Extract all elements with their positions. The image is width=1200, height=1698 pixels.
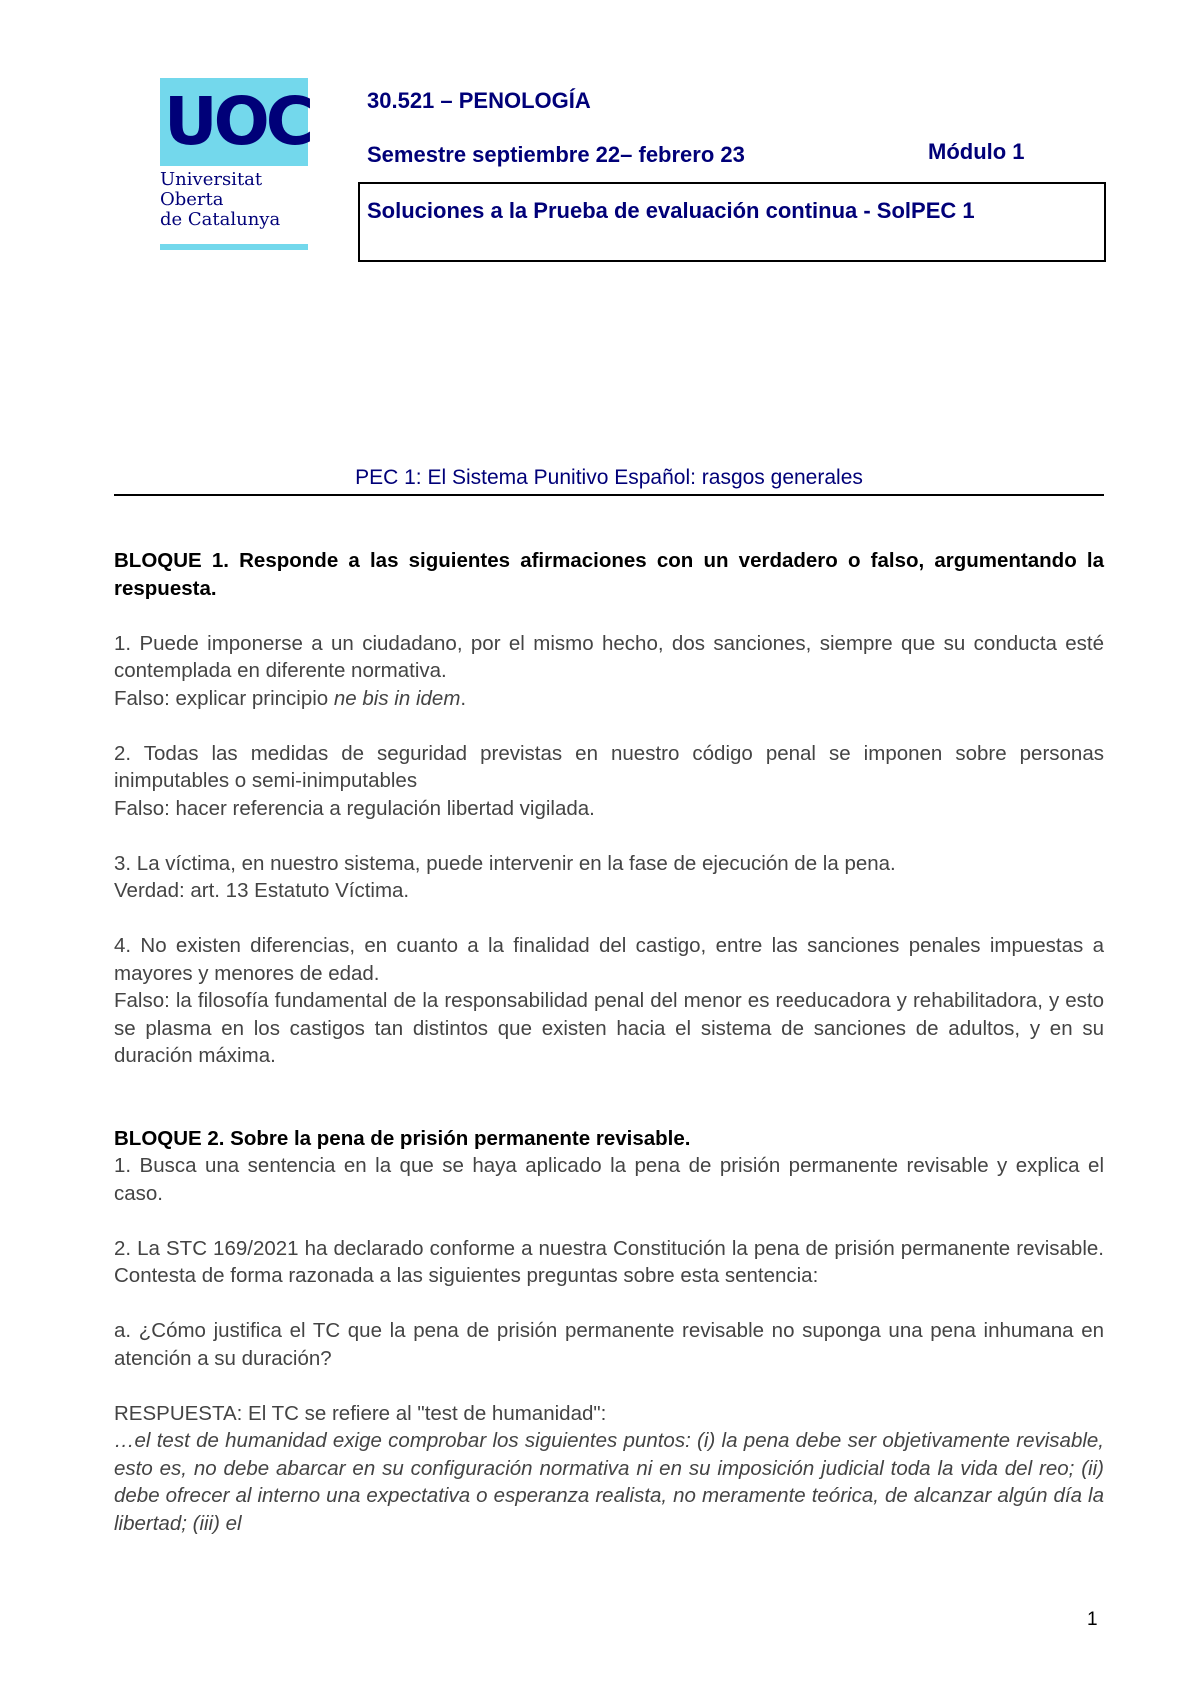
bloque2-question-1: 1. Busca una sentencia en la que se haya aplicado la pena de prisión permanente revisable y explica el caso. [114, 1154, 1104, 1205]
answer-1: Falso: explicar principio ne bis in idem. [114, 686, 467, 710]
logo-university-name [160, 170, 280, 230]
logo-name-line: Oberta [160, 189, 224, 210]
title-rule [114, 494, 1104, 496]
logo-name-line: Universitat [160, 169, 263, 190]
logo-name-line: de Catalunya [160, 209, 281, 230]
answer-2: Falso: hacer referencia a regulación libertad vigilada. [114, 796, 595, 820]
question-2: 2. Todas las medidas de seguridad previstas en nuestro código penal se imponen sobre personas inimputables o semi-inimputables [114, 741, 1104, 792]
logo-mark: UOC [164, 83, 311, 160]
page-number: 1 [1087, 1609, 1098, 1630]
bloque2-heading: BLOQUE 2. Sobre la pena de prisión permanente revisable. [114, 1126, 691, 1150]
bloque2-question-a: a. ¿Cómo justifica el TC que la pena de prisión permanente revisable no suponga una pena inhumana en atención a su duración? [114, 1319, 1104, 1370]
respuesta-intro: RESPUESTA: El TC se refiere al "test de humanidad": [114, 1401, 607, 1425]
latin-term: ne bis in idem [333, 686, 461, 710]
module-label: Módulo 1 [928, 139, 1025, 164]
uoc-logo [160, 78, 311, 250]
question-4: 4. No existen diferencias, en cuanto a la finalidad del castigo, entre las sanciones penales impuestas a mayores y menores de edad. [114, 934, 1104, 985]
semester-label: Semestre septiembre 22– febrero 23 [367, 142, 745, 167]
document-title: PEC 1: El Sistema Punitivo Español: rasgos generales [355, 466, 863, 489]
question-1: 1. Puede imponerse a un ciudadano, por el mismo hecho, dos sanciones, siempre que su conducta esté contemplada en diferente normativa. [114, 631, 1104, 682]
course-title: 30.521 – PENOLOGÍA [367, 88, 591, 113]
bloque2-question-2: 2. La STC 169/2021 ha declarado conforme a nuestra Constitución la pena de prisión permanente revisable. Contesta de forma razonada a las siguientes preguntas sobre esta sentencia: [114, 1236, 1104, 1287]
logo-underline [160, 244, 308, 250]
respuesta-quote: …el test de humanidad exige comprobar los siguientes puntos: (i) la pena debe ser objetivamente revisable, esto es, no debe abarcar en su configuración normativa ni en su imposición judicial toda la vida del reo; (ii) debe ofrecer al interno una expectativa o esperanza realista, no meramente teórica, de alcanzar algún día la libertad; (iii) el [114, 1429, 1104, 1535]
answer-4: Falso: la filosofía fundamental de la responsabilidad penal del menor es reeducadora y rehabilitadora, y esto se plasma en los castigos tan distintos que existen hacia el sistema de sanciones de adultos, y en su duración máxima. [114, 989, 1104, 1067]
solutions-title: Soluciones a la Prueba de evaluación continua - SolPEC 1 [367, 198, 975, 223]
answer-3: Verdad: art. 13 Estatuto Víctima. [114, 879, 410, 902]
logo-block [160, 78, 311, 166]
bloque1-heading: BLOQUE 1. Responde a las siguientes afirmaciones con un verdadero o falso, argumentando la respuesta. [114, 549, 1104, 600]
question-3: 3. La víctima, en nuestro sistema, puede intervenir en la fase de ejecución de la pena. [114, 851, 896, 875]
document-body [114, 547, 1104, 1537]
